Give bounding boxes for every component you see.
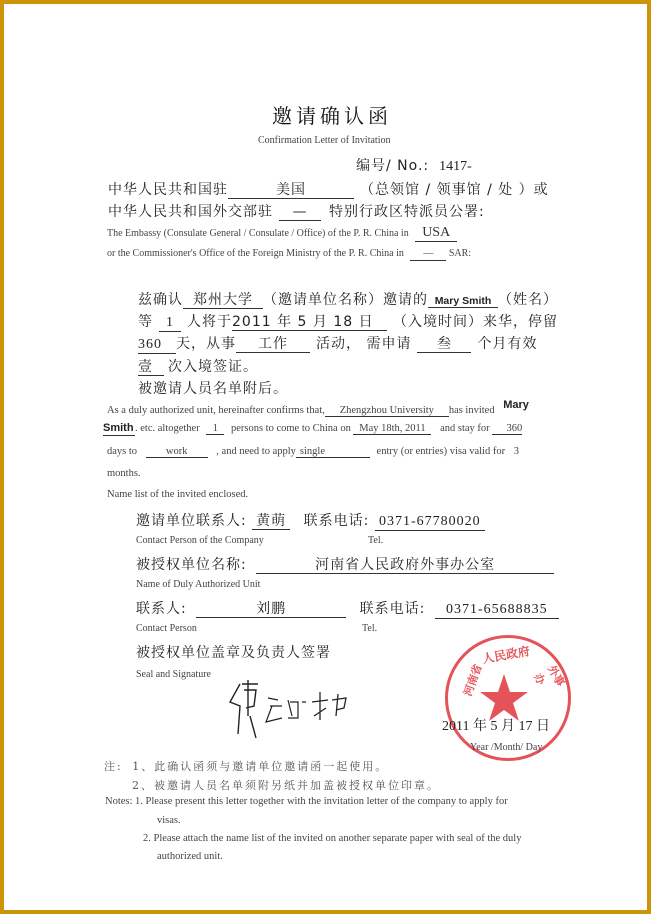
- entry-type-en: single: [296, 446, 370, 458]
- person-count-en: 1: [206, 423, 224, 435]
- body-zh-line-2: 等 1 人将于2011 年 5 月 18 日 （入境时间）来华，停留: [138, 314, 558, 330]
- note-en-1b: visas.: [157, 815, 181, 826]
- invitee-name-zh: Mary Smith: [428, 296, 498, 308]
- title-en: Confirmation Letter of Invitation: [258, 135, 391, 146]
- title-zh: 邀请确认函: [272, 104, 392, 128]
- entries-zh: 壹: [138, 360, 164, 376]
- authorized-contact-value: 刘鹏: [196, 602, 346, 618]
- entry-date-en: May 18th, 2011: [353, 423, 431, 435]
- signature: [226, 676, 356, 738]
- authorized-unit-value: 河南省人民政府外事办公室: [256, 558, 554, 574]
- invitee-first-name: Mary: [503, 399, 529, 411]
- body-en-line-2: Smith. etc. altogether 1 persons to come to China on May 18th, 2011 and stay for 360: [103, 422, 523, 434]
- entry-date-zh: 2011 年 5 月 18 日: [232, 315, 387, 331]
- activity-en: work: [146, 446, 208, 458]
- stay-days-en: 360: [492, 423, 522, 435]
- activity-zh: 工作: [236, 337, 310, 353]
- body-en-line-3: days to work , and need to apply single entry (or entries) visa valid for 3: [107, 446, 519, 457]
- embassy-country: 美国: [228, 183, 354, 199]
- number-label: 编号/ No.:: [356, 158, 430, 174]
- embassy-country-en: USA: [415, 226, 457, 242]
- authorized-unit-row: 被授权单位名称: 河南省人民政府外事办公室: [136, 554, 554, 574]
- validity-months-en: 3: [513, 446, 519, 457]
- company-contact-row: 邀请单位联系人: 黄萌 联系电话: 0371-67780020: [136, 510, 485, 531]
- body-en-line-1: As a duly authorized unit, hereinafter confirms that, Zhengzhou University has invited Mary: [107, 399, 529, 416]
- body-zh-line-1: 兹确认 郑州大学 （邀请单位名称）邀请的 Mary Smith （姓名）: [138, 292, 558, 308]
- company-contact-label-en: Contact Person of the Company: [136, 535, 264, 546]
- authorized-tel-label-en: Tel.: [362, 623, 378, 634]
- official-seal: 人民政府 河南省 外事办: [445, 635, 571, 761]
- seal-label-en: Seal and Signature: [136, 669, 211, 680]
- number-value: 1417-: [439, 159, 472, 174]
- body-zh-line-4: 壹 次入境签证。: [138, 359, 258, 375]
- stay-days-zh: 360: [138, 338, 176, 354]
- company-tel-value: 0371-67780020: [375, 515, 485, 531]
- seal-label-zh: 被授权单位盖章及负责人签署: [136, 645, 331, 661]
- person-count-zh: 1: [159, 316, 181, 332]
- note-en-2: 2. Please attach the name list of the invited on another separate paper with seal of the duly: [143, 833, 522, 844]
- letter-page: [4, 4, 647, 910]
- body-en-line-5: Name list of the invited enclosed.: [107, 489, 249, 500]
- validity-months-zh: 叁: [417, 337, 471, 353]
- body-zh-line-5: 被邀请人员名单附后。: [138, 381, 288, 397]
- inviting-unit-zh: 郑州大学: [183, 293, 263, 309]
- body-zh-line-3: 360 天，从事 工作 活动， 需申请 叁 个月有效: [138, 336, 538, 352]
- company-tel-label-en: Tel.: [368, 535, 384, 546]
- authorized-tel-value: 0371-65688835: [435, 603, 559, 619]
- body-en-line-4: months.: [107, 468, 141, 479]
- note-zh-1: 注: 1、此确认函须与邀请单位邀请函一起使用。: [104, 760, 389, 773]
- invitee-last-name: Smith: [103, 422, 134, 434]
- note-en-1: Notes: 1. Please present this letter together with the invitation letter of the company to apply for: [105, 796, 508, 807]
- note-zh-2: 2、被邀请人员名单须附另纸并加盖被授权单位印章。: [132, 779, 440, 792]
- addressee-line-2: 中华人民共和国外交部驻 — 特别行政区特派员公署:: [108, 204, 485, 220]
- company-contact-value: 黄萌: [252, 514, 290, 530]
- authorized-unit-label-en: Name of Duly Authorized Unit: [136, 579, 261, 590]
- note-en-2b: authorized unit.: [157, 851, 223, 862]
- inviting-unit-en: Zhengzhou University: [325, 405, 449, 417]
- sar-value: —: [279, 205, 321, 221]
- sign-date: 2011 年 5 月 17 日: [442, 719, 550, 734]
- sign-date-label: Year /Month/ Day: [470, 742, 543, 753]
- sar-value-en: —: [410, 249, 446, 261]
- document-number: [356, 155, 472, 175]
- addressee-en-line-1: The Embassy (Consulate General / Consulate / Office) of the P. R. China in USA: [107, 226, 457, 242]
- addressee-line-1: 中华人民共和国驻 美国 （总领馆 / 领事馆 / 处 ）或: [108, 182, 549, 198]
- authorized-contact-row: 联系人: 刘鹏 联系电话: 0371-65688835: [136, 598, 559, 619]
- authorized-contact-label-en: Contact Person: [136, 623, 197, 634]
- addressee-en-line-2: or the Commissioner's Office of the Foreign Ministry of the P. R. China in — SAR:: [107, 248, 472, 259]
